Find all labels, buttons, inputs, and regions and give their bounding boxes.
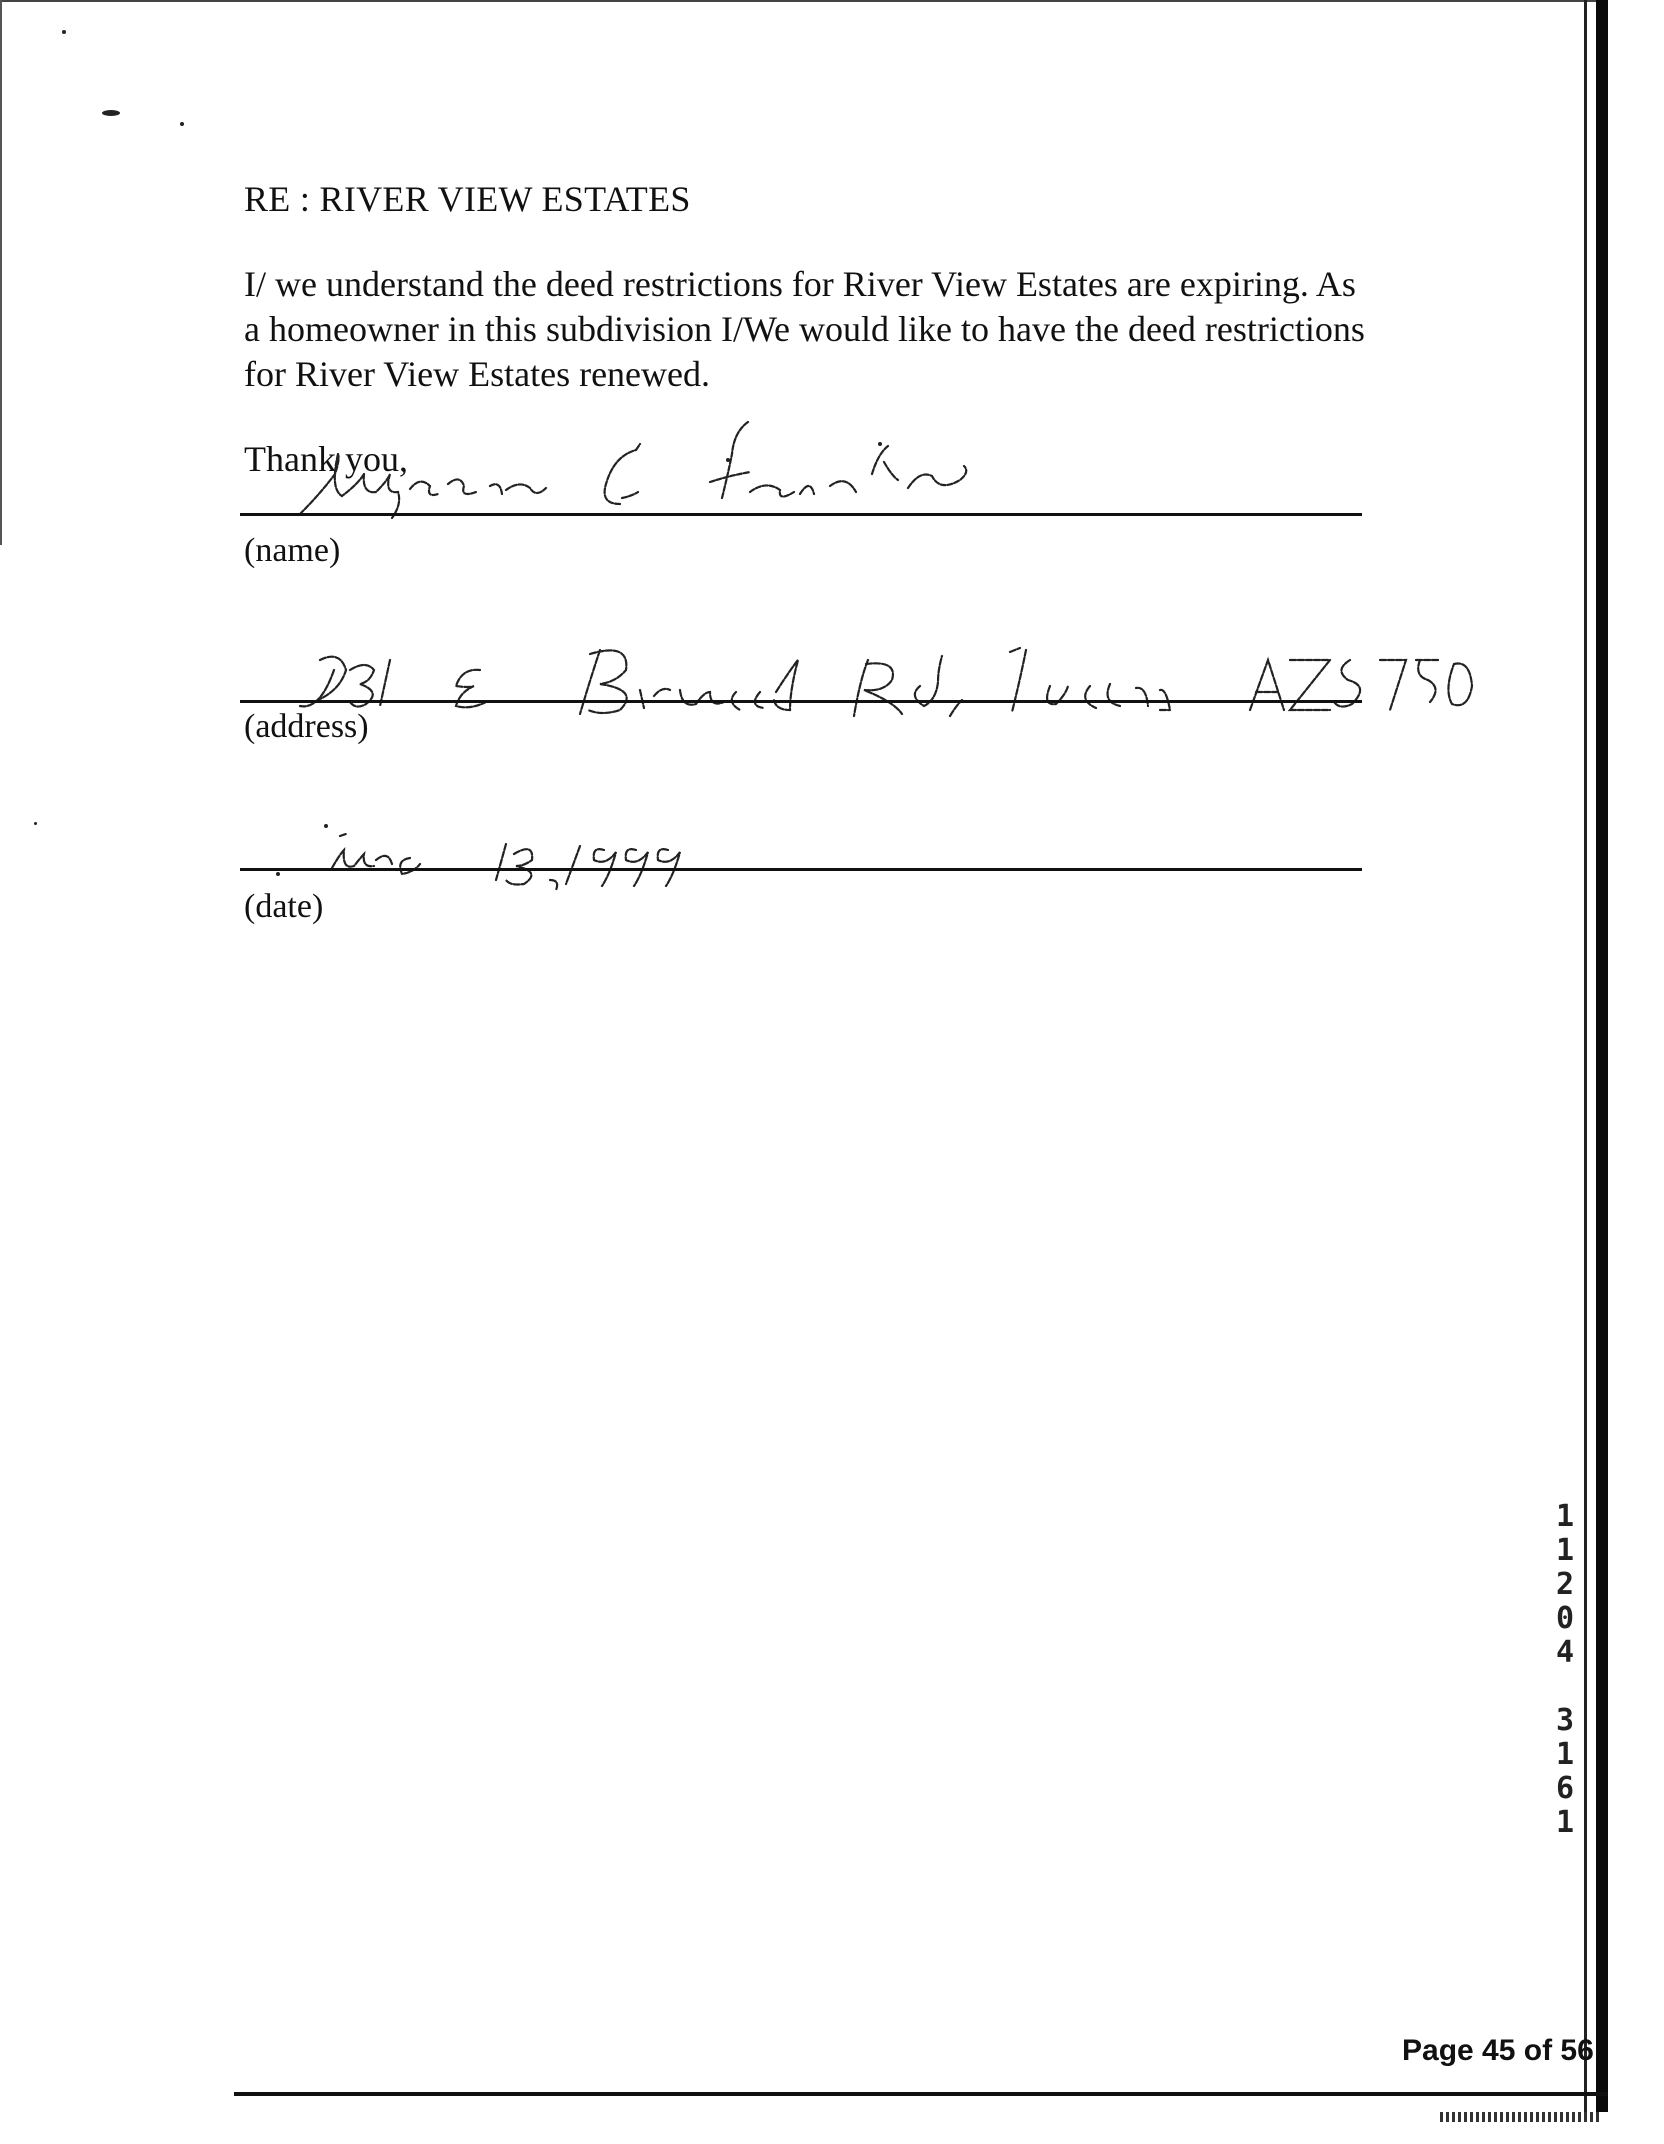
address-signature-line bbox=[240, 700, 1362, 703]
page-right-edge-line bbox=[1584, 0, 1587, 2112]
name-label: (name) bbox=[244, 532, 341, 569]
scan-speck bbox=[34, 822, 37, 825]
body-paragraph: I/ we understand the deed restrictions for River View Estates are expiring. As a homeowner in this subdivision I/We would like to have the deed restrictions for River View Estates renewed. bbox=[244, 264, 1365, 394]
recording-number-stamp: 1 1 2 0 4 3 1 6 1 bbox=[1555, 1499, 1575, 1840]
address-handwriting bbox=[290, 630, 1490, 730]
page-number: Page 45 of 56 bbox=[1402, 2034, 1594, 2067]
scan-speck bbox=[180, 122, 184, 126]
date-label: (date) bbox=[244, 888, 324, 925]
scan-speck bbox=[102, 110, 120, 116]
page-bottom-edge bbox=[234, 2092, 1608, 2096]
page-right-edge bbox=[1596, 0, 1608, 2112]
date-signature-line bbox=[240, 868, 1362, 871]
date-handwriting bbox=[270, 820, 750, 900]
page-left-border bbox=[0, 0, 2, 545]
address-label: (address) bbox=[244, 708, 369, 745]
name-signature bbox=[280, 414, 980, 544]
re-subject-line: RE : RIVER VIEW ESTATES bbox=[244, 179, 691, 219]
page-top-border bbox=[0, 0, 1604, 2]
name-signature-line bbox=[240, 513, 1362, 516]
scan-speck bbox=[62, 30, 66, 34]
footer-timestamp-mark bbox=[1440, 2112, 1600, 2122]
closing-text: Thank you, bbox=[244, 439, 408, 479]
